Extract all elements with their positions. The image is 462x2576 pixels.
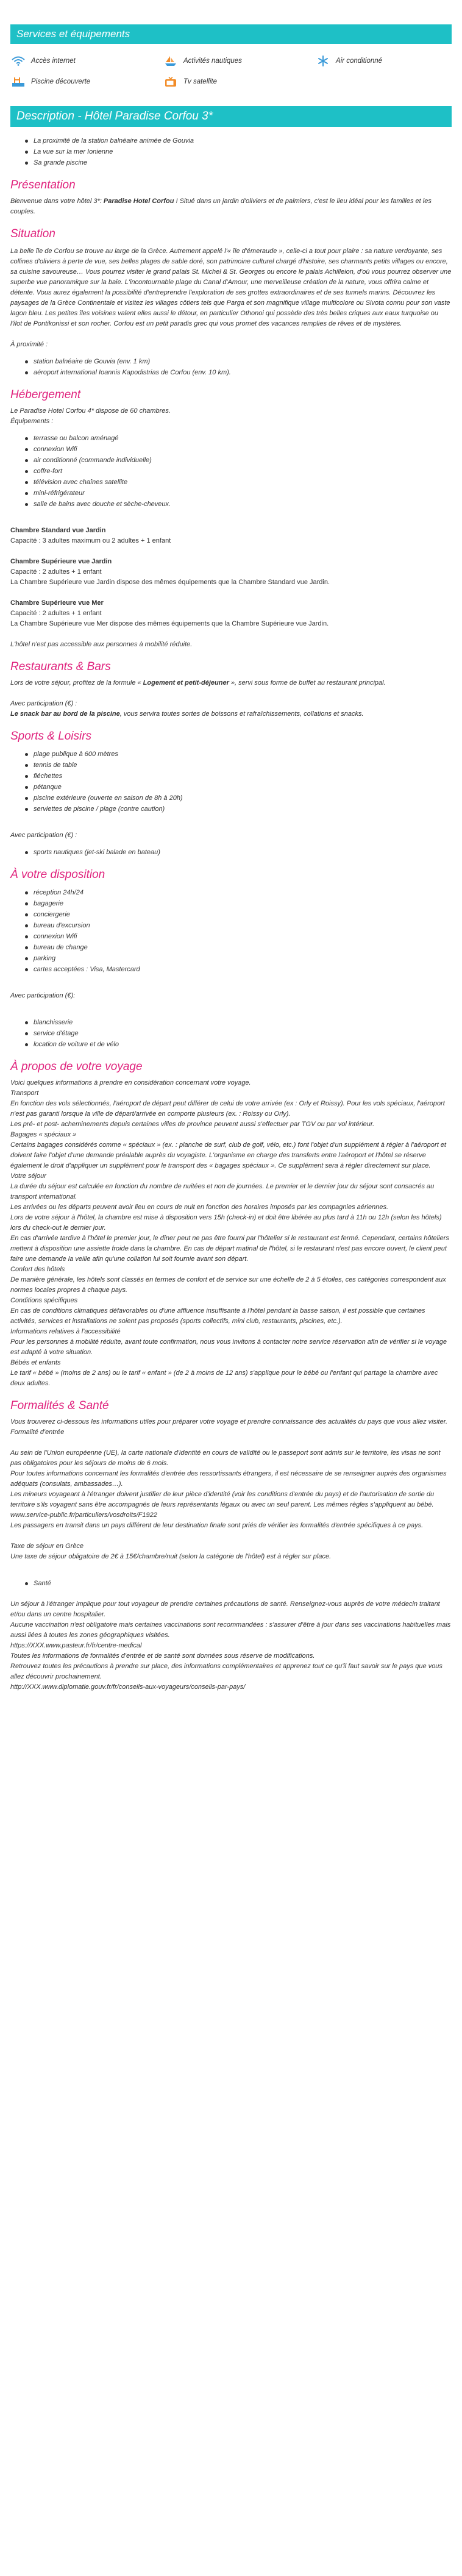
apropos-line: Lors de votre séjour à l'hôtel, la chambre est mise à disposition vers 15h (check-in) et doit être libérée au plus tard à 11h ou 12h (selon les hôtels) lors du check-out le dernier jour. [10,1214,442,1232]
apropos-body [10,1078,452,1389]
service-label: Activités nautiques [183,57,242,65]
section-title-situation: Situation [10,227,55,240]
text-part: ! Situé dans un jardin d'oliviers et de palmiers, c'est le lieu idéal pour les familles et les couples. [10,198,432,215]
apropos-line: Le tarif « bébé » (moins de 2 ans) ou le tarif « enfant » (de 2 à moins de 12 ans) s'applique pour le bébé ou l'enfant qui partage la chambre avec deux adultes. [10,1369,438,1387]
formalites-line: Formalité d'entrée [10,1429,65,1436]
service-aircon [315,54,461,68]
section-title-formalites: Formalités & Santé [10,1399,109,1412]
service-internet [10,54,163,68]
list-item: télévision avec chaînes satellite [25,477,452,488]
service-public-link-text[interactable]: www.service-public.fr/particuliers/vosdroits/F1922 [10,1511,157,1519]
apropos-line: En cas d'arrivée tardive à l'hôtel le premier jour, le dîner peut ne pas être fourni par l'hôtelier si le restaurant est fermé. Cependant, certains hôteliers mettent à disposition une assiette froide dans la chambre. En cas de départ matinal de l'hôtel, si le restaurant n'est pas encore ouvert, le client peut faire une demande la veille afin qu'une collation lui soit fournie avant son départ. [10,1235,449,1263]
apropos-line: En cas de conditions climatiques défavorables ou d'une affluence insuffisante à l'hôtel pendant la basse saison, il est possible que certaines activités, services et installations ne soient pas proposés (sports collectifs, mini club, restaurants, piscines, etc.). [10,1307,425,1325]
service-label: Piscine découverte [31,77,91,85]
apropos-line: Informations relatives à l'accessibilité [10,1328,121,1335]
list-item: blanchisserie [25,1017,452,1028]
room-capacity: Capacité : 3 adultes maximum ou 2 adultes + 1 enfant [10,537,171,544]
text-part: , vous servira toutes sortes de boissons et rafraîchissements, collations et snacks. [119,710,364,718]
proximity-label: À proximité : [10,341,48,348]
service-tv [163,74,315,89]
formalites-line: Un séjour à l'étranger implique pour tout voyageur de prendre certaines précautions de santé. Renseignez-vous auprès de votre médecin traitant et/ou dans un centre hospitalier. [10,1600,440,1618]
section-title-restaurants: Restaurants & Bars [10,660,111,673]
diplomatie-link[interactable] [10,1682,452,1693]
formalites-line: Au sein de l'Union européenne (UE), la carte nationale d'identité en cours de validité ou le passeport sont admis sur le territoire, les visas ne sont pas obligatoires pour les séjours de moins de 6 mois. [10,1449,441,1467]
list-item: fléchettes [25,771,452,782]
apropos-line: Les arrivées ou les départs peuvent avoir lieu en cours de nuit en fonction des horaires imposés par les compagnies aériennes. [10,1204,389,1211]
text-part: Lors de votre séjour, profitez de la formule « [10,679,143,687]
list-item: sports nautiques (jet-ski balade en bateau) [25,847,452,858]
apropos-line: Certains bagages considérés comme « spéciaux » (ex. : planche de surf, club de golf, vélo, etc.) font l'objet d'un supplément à régler à l'aéroport et doivent faire l'objet d'une demande préalable auprès du voyagiste. L'organisme en charge des transferts entre l'aéroport et l'hôtel se réserve également le droit d'appliquer un supplément pour le transport des « bagages spéciaux ». Ce supplément sera à régler directement sur place. [10,1141,446,1169]
equipements-list [10,433,452,510]
apropos-line: Pour les personnes à mobilité réduite, avant toute confirmation, nous vous invitons à contacter notre service réservation afin de vérifier si le voyage est adapté à votre situation. [10,1338,447,1356]
formalites-line: Une taxe de séjour obligatoire de 2€ à 15€/chambre/nuit (selon la catégorie de l'hôtel) est à régler sur place. [10,1553,332,1560]
description-header [10,106,452,127]
apropos-line: Voici quelques informations à prendre en considération concernant votre voyage. [10,1079,251,1086]
room-title: Chambre Supérieure vue Mer [10,599,104,607]
service-label: Accès internet [31,57,76,65]
section-title-hebergement: Hébergement [10,388,81,401]
list-item: salle de bains avec douche et sèche-cheveux. [25,499,452,510]
formalites-line: Les passagers en transit dans un pays différent de leur destination finale sont priés de vérifier les formalités d'entrée spécifiques à ce pays. [10,1522,424,1529]
formalites-line: Toutes les informations de formalités d'entrée et de santé sont données sous réserve de modifications. [10,1652,315,1660]
participation-label: Avec participation (€) : [10,832,77,839]
list-item: mini-réfrigérateur [25,488,452,499]
list-item: air conditionné (commande individuelle) [25,455,452,466]
formalites-entry [10,1448,452,1531]
list-item: réception 24h/24 [25,887,452,898]
list-item: bagagerie [25,898,452,909]
sante-list [10,1578,452,1589]
list-item: coffre-fort [25,466,452,477]
list-item: cartes acceptées : Visa, Mastercard [25,964,452,975]
text-part: », servi sous forme de buffet au restaurant principal. [229,679,386,687]
sports-paid-list [10,847,452,858]
snowflake-icon [315,55,331,67]
disposition-paid-list [10,1017,452,1050]
list-item: service d'étage [25,1028,452,1039]
pasteur-link-text[interactable]: https://XXX.www.pasteur.fr/fr/centre-medical [10,1642,142,1649]
restaurants-text [10,678,452,688]
apropos-line: Votre séjour [10,1172,46,1180]
apropos-line: Confort des hôtels [10,1266,65,1273]
proximity-list [10,356,452,378]
service-pool [10,74,163,89]
apropos-line: Transport [10,1090,39,1097]
services-header [10,24,452,44]
list-item: Sa grande piscine [25,157,452,168]
situation-text: La belle île de Corfou se trouve au large de la Grèce. Autrement appelé l'« île d'émeraude », celle-ci a tout pour plaire : sa nature verdoyante, ses collines d'oliviers à perte de vue, ses belles plages de sable doré, son patrimoine culturel chargé d'histoire, ses charmants petits villages ou encore, sa cuisine savoureuse… Vous pourrez visiter le grand palais St. Michel & St. Georges ou encore le palais Achilleion, d'où vous pourrez observer une superbe vue panoramique sur la baie. L'incontournable plage du Canal d'Amour, une merveilleuse création de la nature, vous offrira calme et détente. Vous aurez également la possibilité d'entreprendre l'exploration de ses grottes extraordinaires et de ses tunnels marins. Découvrez les paysages de la Grèce Continentale et visitez les villages côtiers tels que Parga et son magnifique village multicolore ou Sivota connu pour son vaste lagon bleu. Les petites îles voisines valent elles aussi le détour, en particulier Othonoi qui possède des très belles criques aux eaux turquoise ou l'îlot de Pontikonissi et son rocher. Corfou est un petit paradis grec qui vous promet des vacances remplies de rêves et de mystères. [10,248,452,327]
services-title: Services et équipements [16,28,130,40]
room-description: La Chambre Supérieure vue Mer dispose des mêmes équipements que la Chambre Supérieure vue Jardin. [10,620,329,627]
formalites-line: Vous trouverez ci-dessous les informations utiles pour préparer votre voyage et prendre connaissance des actualités du pays que vous allez visiter. [10,1418,448,1425]
list-item: connexion Wifi [25,444,452,455]
service-public-link[interactable] [10,1510,452,1521]
hotel-name: Paradise Hotel Corfou [103,198,174,205]
apropos-line: De manière générale, les hôtels sont classés en termes de confort et de service sur une échelle de 2 à 5 étoiles, ces catégories correspondent aux normes locales propres à chaque pays. [10,1276,446,1294]
disposition-list [10,887,452,975]
list-item: La vue sur la mer Ionienne [25,146,452,157]
participation-label: Avec participation (€) : [10,700,77,707]
apropos-line: Conditions spécifiques [10,1297,78,1304]
section-title-disposition: À votre disposition [10,868,105,881]
section-title-sports: Sports & Loisirs [10,730,92,743]
presentation-text [10,196,452,217]
apropos-line: La durée du séjour est calculée en fonction du nombre de nuitées et non de journées. Le premier et le dernier jour du séjour sont consacrés au transport international. [10,1183,435,1201]
tv-icon [163,76,179,88]
service-label: Air conditionné [336,57,383,65]
list-item: tennis de table [25,760,452,771]
diplomatie-link-text[interactable]: http://XXX.www.diplomatie.gouv.fr/fr/conseils-aux-voyageurs/conseils-par-pays/ [10,1683,246,1691]
apropos-line: Bébés et enfants [10,1359,61,1366]
list-item: pétanque [25,782,452,793]
service-label: Tv satellite [183,77,217,85]
list-item: connexion Wifi [25,931,452,942]
description-title: Description - Hôtel Paradise Corfou 3* [16,110,213,123]
snack-bar-name: Le snack bar au bord de la piscine [10,710,120,718]
section-title-presentation: Présentation [10,179,76,191]
boat-icon [163,55,179,67]
list-item: serviettes de piscine / plage (contre caution) [25,804,452,815]
formalites-line: Aucune vaccination n'est obligatoire mais certaines vaccinations sont recommandées : s'assurer d'être à jour dans ses vaccinations habituelles mais aussi liées à toutes les zones géographiques visitées. [10,1621,451,1639]
section-title-apropos: À propos de votre voyage [10,1060,143,1073]
list-item: Santé [25,1578,452,1589]
list-item: terrasse ou balcon aménagé [25,433,452,444]
text-part: Bienvenue dans votre hôtel 3*: [10,198,104,205]
wifi-icon [10,55,26,67]
hebergement-intro: Le Paradise Hotel Corfou 4* dispose de 60 chambres. [10,407,171,415]
list-item: piscine extérieure (ouverte en saison de 8h à 20h) [25,793,452,804]
formalites-intro [10,1417,452,1438]
list-item: plage publique à 600 mètres [25,749,452,760]
apropos-line: En fonction des vols sélectionnés, l'aéroport de départ peut différer de celui de votre arrivée (ex : Orly et Roissy). Pour les vols spéciaux, l'aéroport n'est pas garanti lorsque la ville de départ/arrivée en comporte plusieurs (ex. : Roissy ou Orly). [10,1100,445,1118]
formalites-line: Taxe de séjour en Grèce [10,1543,84,1550]
sports-list [10,749,452,815]
room-capacity: Capacité : 2 adultes + 1 enfant [10,610,102,617]
list-item: location de voiture et de vélo [25,1039,452,1050]
formalites-line: Les mineurs voyageant à l'étranger doivent justifier de leur pièce d'identité (voir les conditions d'entrée du pays) et de l'autorisation de sortie du territoire s'ils voyagent sans être accompagnés de leurs représentants légaux ou avec un seul parent. Les mêmes règles s'appliquent au bébé. [10,1491,435,1508]
equipements-label: Équipements : [10,418,54,425]
list-item: bureau de change [25,942,452,953]
list-item: parking [25,953,452,964]
room-capacity: Capacité : 2 adultes + 1 enfant [10,568,102,576]
service-nautical [163,54,315,68]
formalites-sante [10,1599,452,1693]
services-grid [10,44,452,95]
list-item: La proximité de la station balnéaire animée de Gouvia [25,135,452,146]
room-title: Chambre Supérieure vue Jardin [10,558,112,565]
accessibility-note: L'hôtel n'est pas accessible aux personnes à mobilité réduite. [10,641,193,648]
list-item: station balnéaire de Gouvia (env. 1 km) [25,356,452,367]
pool-icon [10,76,26,88]
participation-label: Avec participation (€): [10,992,76,999]
highlights-list [10,135,452,168]
room-description: La Chambre Supérieure vue Jardin dispose des mêmes équipements que la Chambre Standard vue Jardin. [10,579,330,586]
page-content [0,24,462,1693]
room-title: Chambre Standard vue Jardin [10,527,106,534]
formalites-line: Pour toutes informations concernant les formalités d'entrée des ressortissants étrangers, il est nécessaire de se renseigner auprès des organismes adéquats (consulats, ambassades…). [10,1470,447,1488]
formula-name: Logement et petit-déjeuner [143,679,229,687]
apropos-line: Les pré- et post- acheminements depuis certaines villes de province peuvent aussi s'effectuer par TGV ou par vol intérieur. [10,1121,375,1128]
formalites-line: Retrouvez toutes les précautions à prendre sur place, des informations complémentaires et apprenez tout ce qu'il faut savoir sur le pays que vous allez découvrir prochainement. [10,1663,442,1680]
list-item: conciergerie [25,909,452,920]
formalites-tax [10,1541,452,1562]
pasteur-link[interactable] [10,1641,452,1651]
list-item: aéroport international Ioannis Kapodistrias de Corfou (env. 10 km). [25,367,452,378]
list-item: bureau d'excursion [25,920,452,931]
snack-bar-text [10,709,452,719]
apropos-line: Bagages « spéciaux » [10,1131,77,1138]
